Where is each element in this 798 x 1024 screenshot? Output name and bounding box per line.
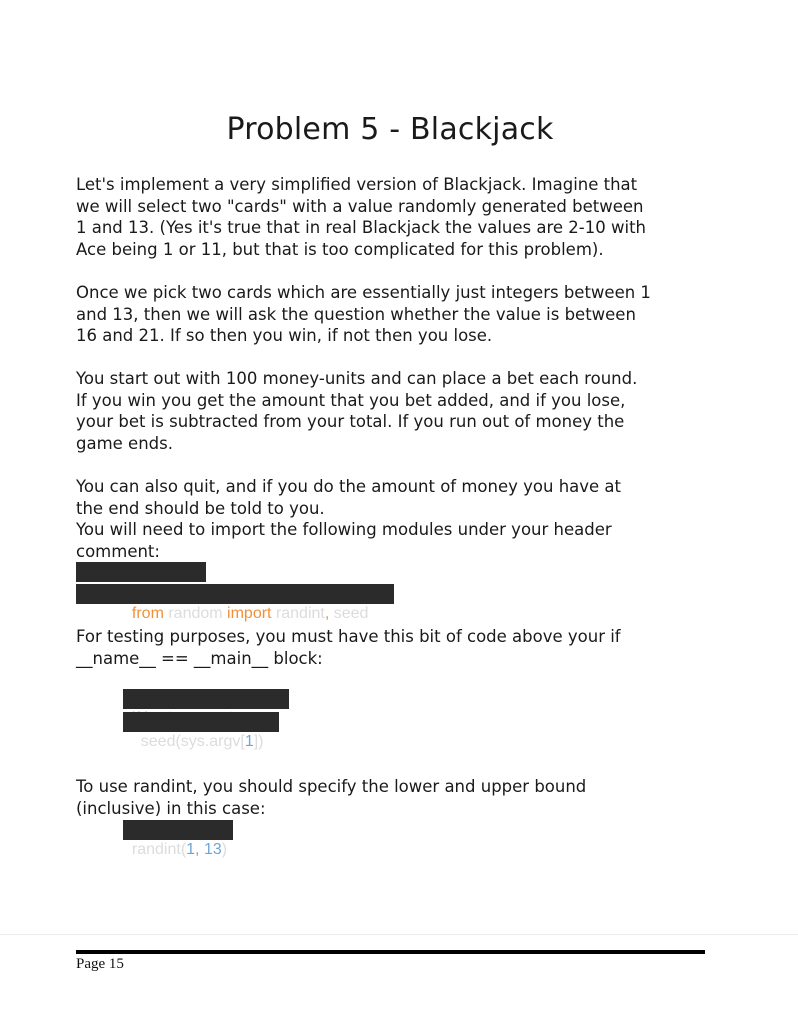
rules-paragraph: Once we pick two cards which are essentially just integers between 1 and 13, then we will ask the question whether the value is between 16 and 21. If so then you win, if not then you lose. <box>76 283 651 345</box>
randint-paragraph: To use randint, you should specify the lower and upper bound (inclusive) in this case: <box>76 777 587 818</box>
money-paragraph: You start out with 100 money-units and can place a bet each round. If you win you get the amount that you bet added, and if you lose, your bet is subtracted from your total. If you run out of money the game ends. <box>76 369 638 453</box>
code-expression: randint( <box>131 841 187 858</box>
code-module: random <box>163 605 228 622</box>
code-expression: ) <box>221 841 228 858</box>
code-comma: , <box>195 841 204 858</box>
footer-separator <box>0 934 798 935</box>
quit-paragraph: You can also quit, and if you do the amount of money you have at the end should be told to you. You will need to import the following modules under your header comment: <box>76 477 622 561</box>
code-expression: seed(sys.argv[ <box>131 733 245 750</box>
code-number: 1 <box>244 733 254 750</box>
code-comma: , <box>324 605 330 622</box>
page-title: Problem 5 - Blackjack <box>226 112 554 147</box>
code-expression: ]) <box>253 733 264 750</box>
testing-paragraph: For testing purposes, you must have this bit of code above your if __name__ == __main__ block: <box>76 627 621 668</box>
code-name: randint <box>271 605 325 622</box>
code-number: 1 <box>186 841 196 858</box>
code-number: 13 <box>203 841 222 858</box>
code-import-sys <box>76 562 206 582</box>
footer-rule <box>76 950 705 954</box>
page-number: Page 15 <box>76 956 124 972</box>
code-if-len <box>123 689 289 709</box>
code-keyword: import <box>227 605 272 622</box>
code-seed-call <box>123 712 279 750</box>
intro-paragraph: Let's implement a very simplified version of Blackjack. Imagine that we will select two "cards" with a value randomly generated between 1 and 13. (Yes it's true that in real Blackjack the values are 2-10 with Ace being 1 or 11, but that is too complicated for this problem). <box>76 175 646 259</box>
code-name: seed <box>329 605 369 622</box>
code-import-random <box>76 584 394 622</box>
code-keyword: from <box>131 605 164 622</box>
code-randint-call <box>123 820 233 858</box>
